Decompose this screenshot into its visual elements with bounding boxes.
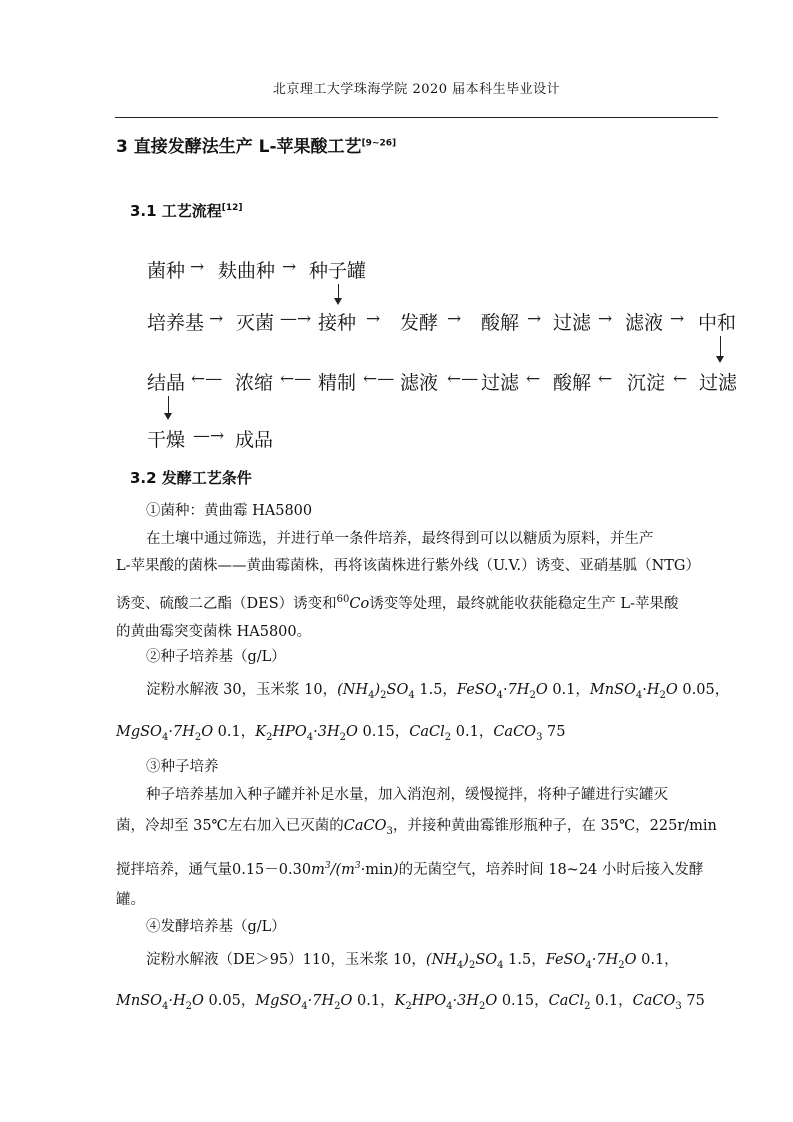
flow-node: 中和: [698, 312, 737, 334]
formula-line: [116, 992, 720, 1016]
formula-calcium-chloride: CaCl$_2$: [548, 993, 591, 1012]
paragraph-line: 种子培养基加入种子罐并补足水量，加入消泡剂，缓慢搅拌，将种子罐进行实罐灭: [146, 787, 668, 803]
text-run: 淀粉水解液 30，玉米浆 10，: [146, 682, 338, 698]
paragraph-line: [116, 817, 720, 841]
page-header: 北京理工大学珠海学院 2020 届本科生毕业设计: [272, 82, 561, 97]
flow-node: 过滤: [553, 312, 592, 334]
text-run: 0.1，: [213, 724, 256, 740]
flow-node: 结晶: [147, 372, 186, 394]
text-run: 0.1，: [590, 993, 633, 1009]
text-run: 0.15，: [497, 993, 549, 1009]
flow-node: 接种: [318, 312, 357, 334]
formula-calcium-carbonate: CaCO$_3$: [632, 993, 682, 1012]
formula-calcium-carbonate: CaCO$_3$: [343, 818, 393, 837]
text-run: 淀粉水解液（DE＞95）110，玉米浆 10，: [146, 952, 426, 968]
formula-dipotassium-phosphate: $K_2HPO_4\cdot 3H_2O$: [255, 724, 358, 743]
arrow-left-icon: ←: [526, 369, 541, 389]
subsection-heading-process: [130, 200, 243, 221]
arrow-down-head: [164, 413, 172, 420]
formula-magnesium-sulfate: $MgSO_4\cdot 7H_2O$: [255, 993, 353, 1012]
arrow-down-icon: [720, 336, 721, 358]
arrow-left-icon: ←: [673, 369, 688, 389]
text-run: 搅拌培养，通气量: [116, 861, 232, 878]
arrow-right-icon: →: [190, 257, 205, 277]
arrow-right-icon: →: [670, 309, 685, 329]
arrow-right-icon: —→: [193, 426, 225, 446]
text-run: 1.5，: [503, 952, 546, 968]
text-run: ，并接种黄曲霉锥形瓶种子，在 35℃，225r/min: [392, 818, 717, 834]
seed-culture-label: ③种子培养: [146, 759, 219, 775]
arrow-right-icon: →: [527, 309, 542, 329]
text-run: 菌，冷却至 35℃左右加入已灭菌的: [116, 818, 344, 834]
arrow-right-icon: →: [282, 257, 297, 277]
formula-aeration-unit: $m^3/(m^3\cdot\min)$: [311, 861, 399, 878]
formula-ferrous-sulfate: $FeSO_4\cdot 7H_2O$: [456, 682, 548, 701]
formula-dipotassium-phosphate: $K_2HPO_4\cdot 3H_2O$: [394, 993, 498, 1012]
text-run: 诱变等处理，最终就能收获能稳定生产 L-苹果酸: [369, 595, 679, 612]
formula-manganese-sulfate: $MnSO_4\cdot H_2O$: [116, 993, 204, 1012]
text-run: 诱变、硫酸二乙酯（DES）诱变和: [116, 595, 337, 612]
flow-node: 麸曲种: [218, 260, 276, 282]
arrow-right-icon: →: [447, 309, 462, 329]
flow-node: 酸解: [553, 372, 592, 394]
flow-node: 精制: [318, 372, 357, 394]
arrow-right-icon: —→: [280, 309, 312, 329]
ferm-medium-label: ④发酵培养基（g/L）: [146, 919, 286, 935]
formula-ferrous-sulfate: $FeSO_4\cdot 7H_2O$: [545, 952, 637, 971]
arrow-down-head: [716, 356, 724, 363]
arrow-left-icon: ←—: [191, 369, 223, 389]
text-run: 0.05，: [677, 682, 730, 698]
formula-ammonium-sulfate: $(NH_4)_2SO_4$: [337, 682, 415, 701]
text-run: 0.15，: [357, 724, 410, 740]
text-run: 的无菌空气，培养时间 18~24 小时后接入发酵: [398, 861, 704, 878]
paragraph-line: 在土壤中通过筛选，并进行单一条件培养，最终得到可以以糖质为原料，并生产: [146, 531, 654, 547]
flow-node: 酸解: [481, 312, 520, 334]
formula-magnesium-sulfate: $MgSO_4\cdot 7H_2O$: [116, 724, 214, 743]
flow-node: 滤液: [625, 312, 664, 334]
isotope-mass: 60: [336, 594, 350, 605]
arrow-left-icon: ←—: [280, 369, 312, 389]
paragraph-line: [116, 591, 720, 613]
formula-manganese-sulfate: $MnSO_4\cdot H_2O$: [589, 682, 678, 701]
arrow-down-head: [334, 298, 342, 305]
seed-medium-label: ②种子培养基（g/L）: [146, 649, 286, 665]
flow-node: 沉淀: [627, 372, 666, 394]
flow-node: 发酵: [400, 312, 439, 334]
flow-node: 浓缩: [235, 372, 274, 394]
text-run: 1.5，: [414, 682, 457, 698]
formula-calcium-carbonate: CaCO$_3$: [493, 724, 543, 743]
arrow-left-icon: ←: [598, 369, 613, 389]
strain-label: ①菌种：黄曲霉 HA5800: [146, 503, 313, 519]
text-run: 0.1，: [636, 952, 679, 968]
flow-node: 灭菌: [236, 312, 275, 334]
flow-node: 菌种: [147, 260, 186, 282]
arrow-right-icon: →: [598, 309, 613, 329]
subsection-heading-process-ref: [12]: [221, 203, 243, 213]
formula-ammonium-sulfate: $(NH_4)_2SO_4$: [425, 952, 504, 971]
flow-node: 干燥: [147, 429, 186, 451]
text-run: 75: [542, 724, 566, 740]
paragraph-line: [116, 857, 720, 879]
text-run: 0.1，: [451, 724, 494, 740]
cobalt-symbol: Co: [349, 595, 370, 612]
aeration-range: 0.15－0.30: [232, 861, 312, 878]
section-heading: [116, 132, 396, 157]
text-run: 0.1，: [352, 993, 395, 1009]
paragraph-line: 的黄曲霉突变菌株 HA5800。: [116, 624, 312, 640]
arrow-right-icon: →: [209, 309, 224, 329]
paragraph-line: 罐。: [116, 892, 145, 908]
text-run: 0.1，: [547, 682, 590, 698]
text-run: 75: [681, 993, 705, 1009]
formula-line: [146, 681, 750, 705]
flow-node: 过滤: [481, 372, 520, 394]
arrow-left-icon: ←—: [363, 369, 395, 389]
text-run: 0.05，: [203, 993, 256, 1009]
subsection-heading-conditions: 3.2 发酵工艺条件: [130, 469, 252, 487]
subsection-heading-process-text: 3.1 工艺流程: [130, 202, 222, 220]
section-heading-ref: [9~26]: [361, 138, 397, 149]
arrow-right-icon: →: [366, 309, 381, 329]
paragraph-line: L-苹果酸的菌株——黄曲霉菌株，再将该菌株进行紫外线（U.V.）诱变、亚硝基胍（NTG）: [116, 558, 701, 574]
formula-line: [146, 951, 750, 975]
flow-node: 种子罐: [309, 260, 367, 282]
arrow-left-icon: ←—: [447, 369, 479, 389]
formula-line: [116, 723, 720, 747]
flow-node: 过滤: [699, 372, 738, 394]
section-heading-text: 3 直接发酵法生产 L-苹果酸工艺: [116, 137, 362, 157]
formula-calcium-chloride: CaCl$_2$: [409, 724, 452, 743]
flow-node: 滤液: [400, 372, 439, 394]
flow-node: 培养基: [147, 312, 205, 334]
flow-node: 成品: [235, 429, 274, 451]
header-rule: [115, 117, 718, 118]
